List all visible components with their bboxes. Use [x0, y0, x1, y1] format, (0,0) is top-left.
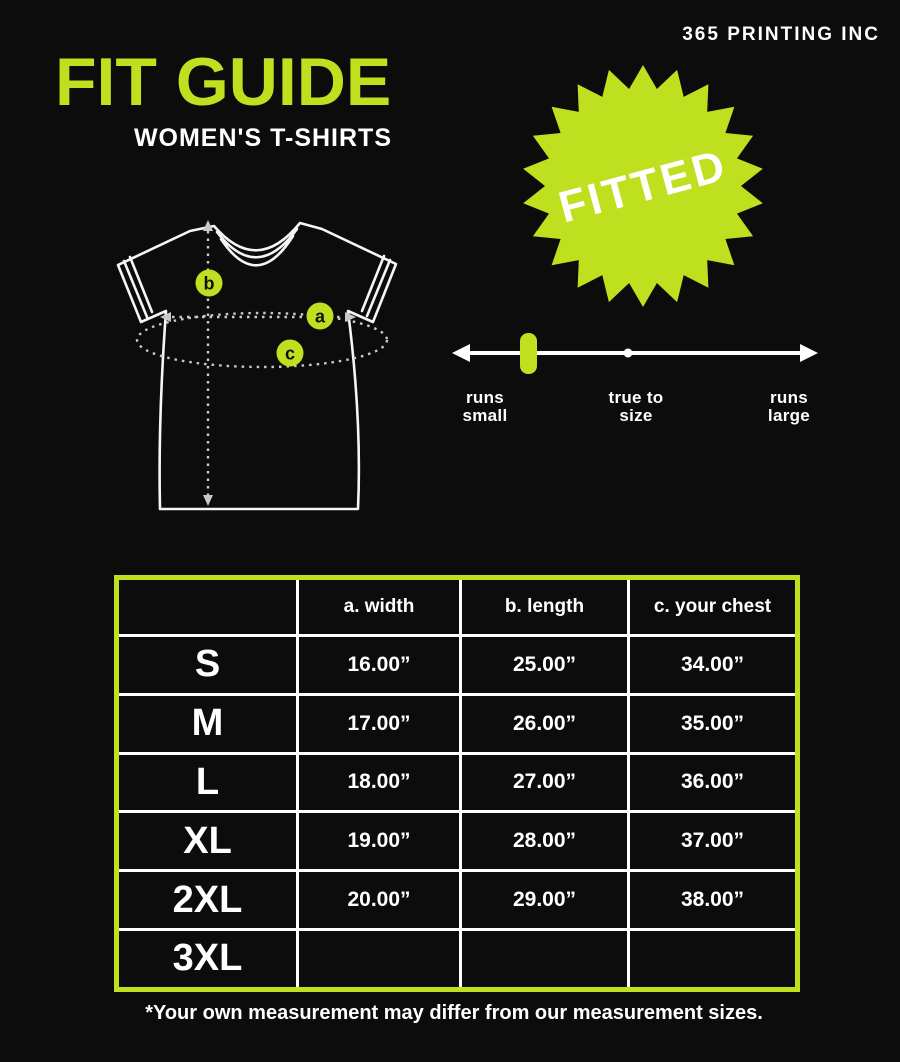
width-cell: 17.00”: [298, 694, 461, 753]
table-row: [117, 636, 798, 695]
fit-scale-marker: [520, 333, 537, 374]
size-cell: XL: [117, 812, 298, 871]
fit-scale-arrow-right: [800, 344, 818, 362]
chest-cell: 37.00”: [629, 812, 798, 871]
width-cell: 20.00”: [298, 871, 461, 930]
chest-column-header: c. your chest: [629, 578, 798, 636]
length-cell: 29.00”: [461, 871, 629, 930]
table-row: [117, 929, 798, 989]
fit-scale: [440, 325, 830, 383]
scale-label-line: size: [619, 405, 653, 425]
brand-text: 365 PRINTING INC: [682, 24, 880, 45]
chest-cell: 35.00”: [629, 694, 798, 753]
scale-label-line: large: [767, 405, 811, 425]
scale-label-runs-small: [443, 389, 527, 425]
fitted-badge: [518, 57, 768, 315]
table-row: [117, 812, 798, 871]
chest-cell: [629, 929, 798, 989]
size-cell: M: [117, 694, 298, 753]
width-column-header: a. width: [298, 578, 461, 636]
width-cell: 16.00”: [298, 636, 461, 695]
width-cell: [298, 929, 461, 989]
length-cell: 27.00”: [461, 753, 629, 812]
measurement-disclaimer: *Your own measurement may differ from our measurement sizes.: [145, 1002, 763, 1024]
size-cell: 3XL: [117, 929, 298, 989]
length-cell: 25.00”: [461, 636, 629, 695]
scale-label-line: runs: [465, 388, 505, 407]
scale-label-runs-large: [739, 389, 839, 425]
page-title: FIT GUIDE: [55, 44, 392, 120]
fit-scale-arrow-left: [452, 344, 470, 362]
width-cell: 18.00”: [298, 753, 461, 812]
chest-marker-label: c: [284, 343, 296, 364]
tshirt-collar-band: [217, 229, 297, 265]
scale-label-line: small: [462, 405, 508, 425]
scale-label-true-to-size: [586, 389, 686, 425]
tshirt-diagram: [90, 190, 430, 530]
size-cell: 2XL: [117, 871, 298, 930]
length-cell: 26.00”: [461, 694, 629, 753]
length-marker-label: b: [203, 273, 215, 294]
length-cell: 28.00”: [461, 812, 629, 871]
width-cell: 19.00”: [298, 812, 461, 871]
table-row: [117, 753, 798, 812]
scale-label-line: true to: [608, 388, 664, 407]
page-subtitle: WOMEN'S T-SHIRTS: [133, 124, 392, 152]
size-table: [114, 575, 800, 992]
size-table-header-row: [117, 578, 798, 636]
chest-cell: 38.00”: [629, 871, 798, 930]
size-column-header: [117, 578, 298, 636]
table-row: [117, 694, 798, 753]
length-guide-arrow-bottom: [203, 495, 213, 506]
length-cell: [461, 929, 629, 989]
fitted-badge-label: FITTED: [553, 140, 733, 233]
scale-label-line: runs: [769, 388, 809, 407]
chest-cell: 34.00”: [629, 636, 798, 695]
table-row: [117, 871, 798, 930]
width-marker-label: a: [314, 306, 326, 327]
chest-cell: 36.00”: [629, 753, 798, 812]
size-cell: S: [117, 636, 298, 695]
true-to-size-dot: [624, 349, 633, 358]
length-column-header: b. length: [461, 578, 629, 636]
size-cell: L: [117, 753, 298, 812]
